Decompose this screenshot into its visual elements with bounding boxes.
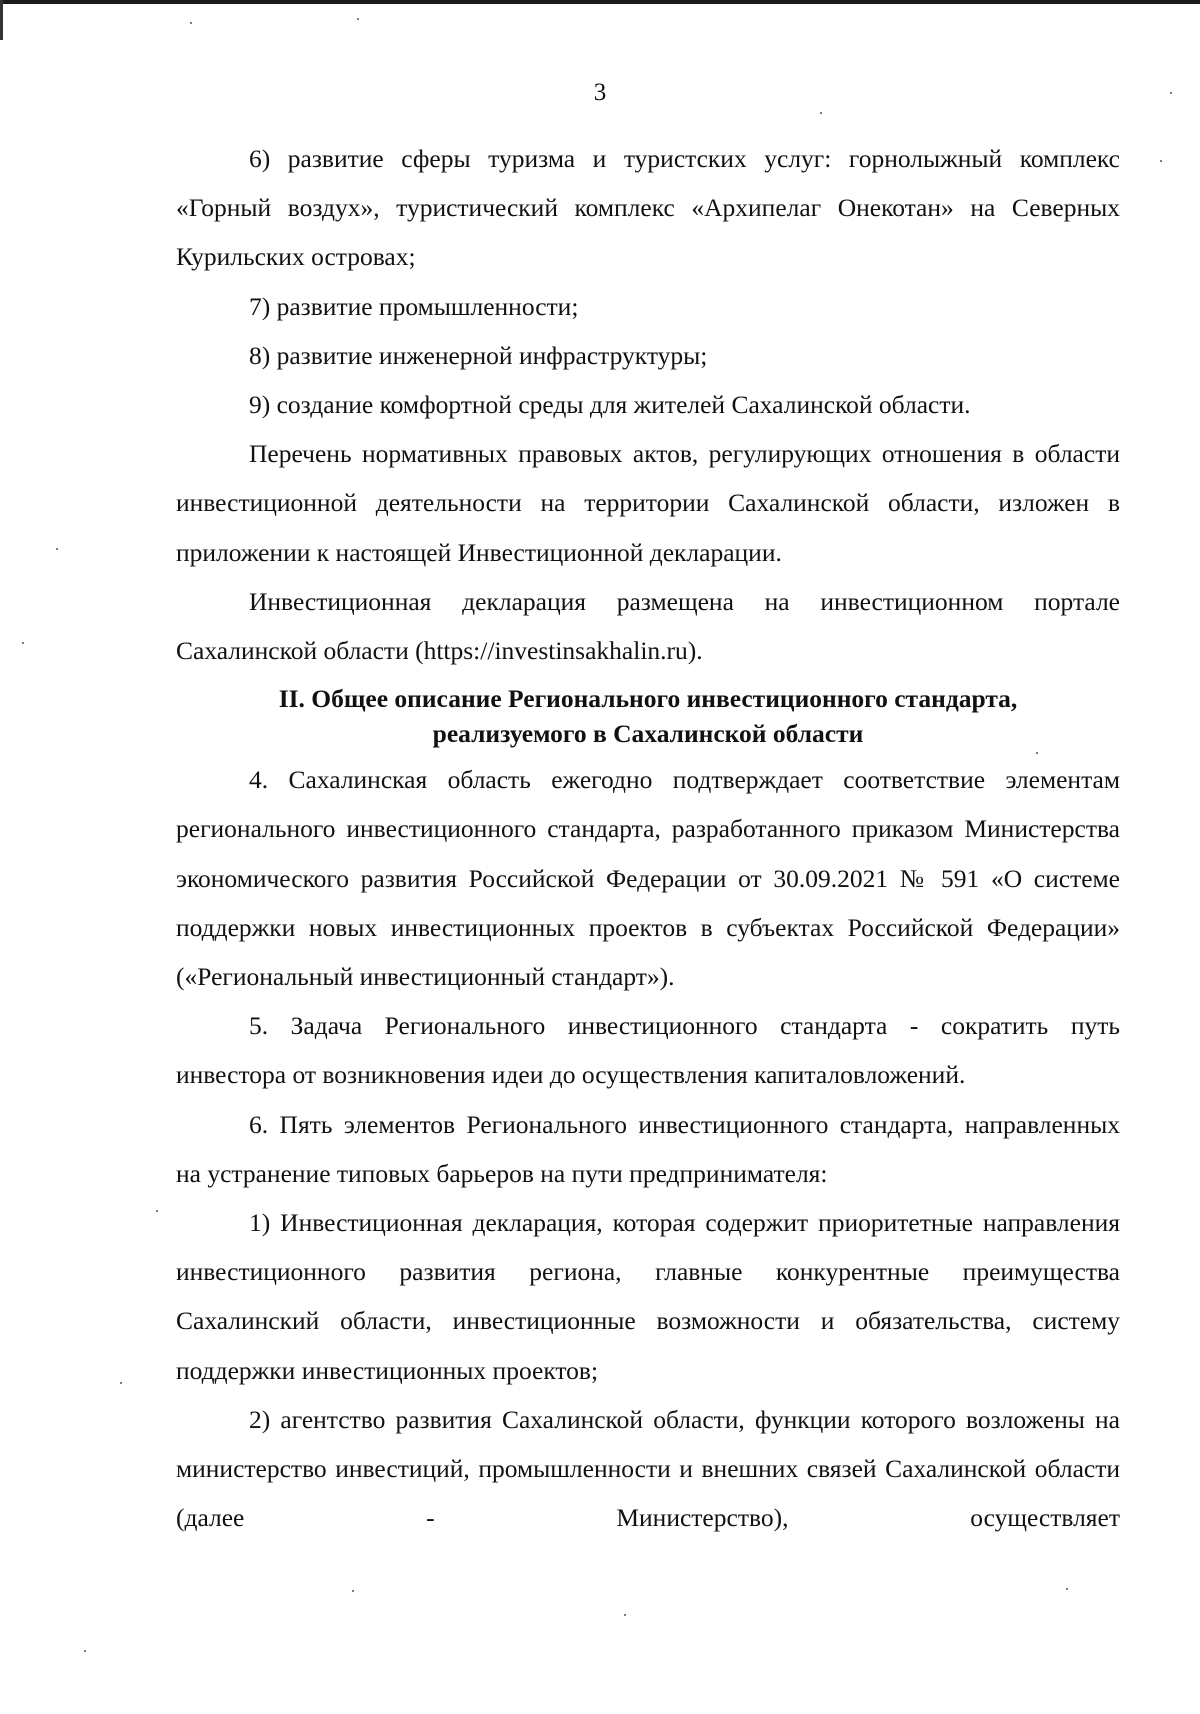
scan-speck: [352, 1590, 354, 1592]
scan-edge-left: [0, 0, 3, 40]
section-heading: [176, 681, 1120, 751]
paragraph: 7) развитие промышленности;: [249, 291, 579, 321]
scan-speck: [22, 642, 24, 644]
scan-speck: [1160, 160, 1162, 162]
scan-edge-top: [0, 0, 1200, 4]
page-number: 3: [593, 79, 607, 106]
paragraph: 6) развитие сферы туризма и туристских услуг: горнолыжный комплекс «Горный воздух», туристический комплекс «Архипелаг Онекотан» на Северных Курильских островах;: [176, 144, 1120, 272]
section-heading-line: II. Общее описание Регионального инвестиционного стандарта,: [278, 684, 1018, 714]
document-body: [176, 134, 1120, 1542]
paragraph: Перечень нормативных правовых актов, регулирующих отношения в области инвестиционной деятельности на территории Сахалинской области, изложен в приложении к настоящей Инвестиционной декларации.: [176, 439, 1120, 567]
scan-speck: [190, 22, 192, 24]
paragraph: 4. Сахалинская область ежегодно подтверждает соответствие элементам регионального инвестиционного стандарта, разработанного приказом Министерства экономического развития Российской Федерации от 30.09.2021 № 591 «О системе поддержки новых инвестиционных проектов в субъектах Российской Федерации» («Региональный инвестиционный стандарт»).: [176, 765, 1120, 992]
scan-speck: [357, 18, 359, 20]
scan-speck: [624, 1614, 626, 1616]
scan-speck: [84, 1650, 86, 1652]
scan-speck: [820, 112, 822, 114]
paragraph: 8) развитие инженерной инфраструктуры;: [249, 340, 708, 370]
paragraph: Инвестиционная декларация размещена на инвестиционном портале Сахалинской области (https://investinsakhalin.ru).: [176, 586, 1120, 666]
paragraph: 9) создание комфортной среды для жителей Сахалинской области.: [249, 390, 971, 420]
scan-speck: [1066, 1588, 1068, 1590]
paragraph: 6. Пять элементов Регионального инвестиционного стандарта, направленных на устранение типовых барьеров на пути предпринимателя:: [176, 1109, 1120, 1188]
paragraph: 5. Задача Регионального инвестиционного стандарта - сократить путь инвестора от возникновения идеи до осуществления капиталовложений.: [176, 1011, 1120, 1090]
scan-speck: [156, 1210, 158, 1212]
section-heading-line: реализуемого в Сахалинской области: [432, 719, 864, 749]
scan-speck: [120, 1382, 122, 1384]
scan-speck: [56, 548, 58, 550]
paragraph: 1) Инвестиционная декларация, которая содержит приоритетные направления инвестиционного развития региона, главные конкурентные преимущества Сахалинский области, инвестиционные возможности и обязательства, систему поддержки инвестиционных проектов;: [176, 1208, 1120, 1385]
paragraph: 2) агентство развития Сахалинской области, функции которого возложены на министерство инвестиций, промышленности и внешних связей Сахалинской области (далее - Министерство), осуществляет: [176, 1404, 1120, 1533]
